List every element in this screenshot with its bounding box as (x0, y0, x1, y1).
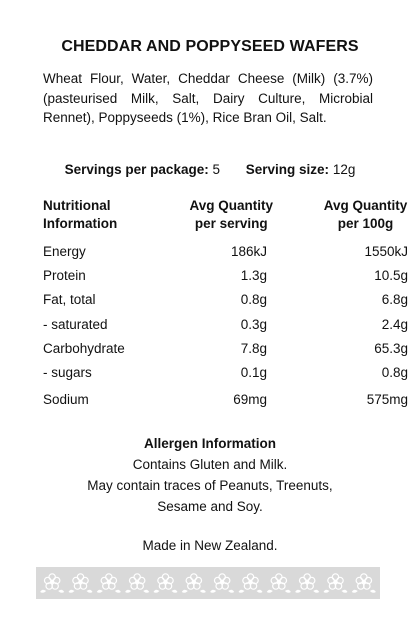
nutrition-row-protein (43, 263, 420, 287)
nutrient-name: Energy (43, 243, 86, 259)
rose-flower-icon (210, 574, 234, 593)
nutrient-per-serving: 7.8g (240, 340, 268, 356)
nutrient-name: - saturated (43, 316, 108, 332)
allergen-line-1: Contains Gluten and Milk. (132, 457, 288, 472)
nutrient-per-serving: 186kJ (231, 243, 268, 259)
nutrient-per-serving: 0.3g (240, 316, 268, 332)
allergen-heading: Allergen Information (143, 436, 276, 451)
nutrient-name: Fat, total (43, 292, 96, 308)
nutrient-name: Carbohydrate (43, 340, 125, 356)
nutrient-per-100g: 10.5g (374, 267, 408, 283)
servings-info (0, 162, 420, 177)
nutrient-per-100g: 65.3g (374, 340, 408, 356)
nutrition-row-carbohydrate (43, 336, 420, 360)
nutrient-name: - sugars (43, 365, 92, 381)
nutrition-row-saturated (43, 312, 420, 336)
nutrient-per-100g: 0.8g (381, 365, 408, 381)
nutrition-header-per-100g: Avg Quantity per 100g (323, 198, 408, 231)
nutrient-per-serving: 1.3g (240, 267, 268, 283)
serving-size-value: 12g (332, 162, 356, 177)
serving-size-label: Serving size: (245, 162, 330, 177)
floral-pattern (38, 569, 378, 597)
decorative-floral-band (36, 567, 380, 599)
nutrient-name: Protein (43, 267, 86, 283)
nutrient-per-100g: 2.4g (381, 316, 408, 332)
rose-flower-icon (182, 574, 206, 593)
rose-flower-icon (295, 574, 319, 593)
nutrition-header-per-serving: Avg Quantity per serving (189, 198, 273, 231)
nutrition-row-energy (43, 239, 420, 263)
nutrient-per-100g: 1550kJ (364, 243, 408, 259)
servings-per-package-value: 5 (212, 162, 220, 177)
nutrient-per-serving: 0.8g (240, 292, 268, 308)
nutrient-per-serving: 69mg (233, 392, 268, 408)
nutrient-per-100g: 575mg (366, 392, 408, 408)
nutrition-row-sugars (43, 360, 420, 384)
rose-flower-icon (97, 574, 121, 593)
nutrition-header-name: Nutritional Information (43, 198, 118, 231)
servings-per-package-label: Servings per package: (64, 162, 209, 177)
nutrient-per-serving: 0.1g (240, 365, 268, 381)
rose-flower-icon (154, 574, 178, 593)
allergen-line-3: Sesame and Soy. (157, 499, 263, 514)
rose-flower-icon (239, 574, 263, 593)
nutrient-per-100g: 6.8g (381, 292, 408, 308)
ingredients-list: Wheat Flour, Water, Cheddar Cheese (Milk) (3.7%) (pasteurised Milk, Salt, Dairy Culture, Microbial Rennet), Poppyseeds (1%), Rice Bran Oil, Salt. (43, 71, 373, 125)
rose-flower-icon (352, 574, 376, 593)
product-title: CHEDDAR AND POPPYSEED WAFERS (61, 38, 359, 55)
allergen-line-2: May contain traces of Peanuts, Treenuts, (87, 478, 333, 493)
nutrition-header-row (43, 197, 420, 239)
nutrition-row-fat-total (43, 288, 420, 312)
rose-flower-icon (40, 574, 64, 593)
rose-flower-icon (324, 574, 348, 593)
rose-flower-icon (125, 574, 149, 593)
nutrition-row-sodium (43, 385, 420, 415)
origin-statement: Made in New Zealand. (142, 538, 278, 553)
allergen-section (0, 433, 420, 517)
nutrient-name: Sodium (43, 392, 89, 408)
rose-flower-icon (267, 574, 291, 593)
nutrition-table (43, 197, 420, 415)
rose-flower-icon (69, 574, 93, 593)
